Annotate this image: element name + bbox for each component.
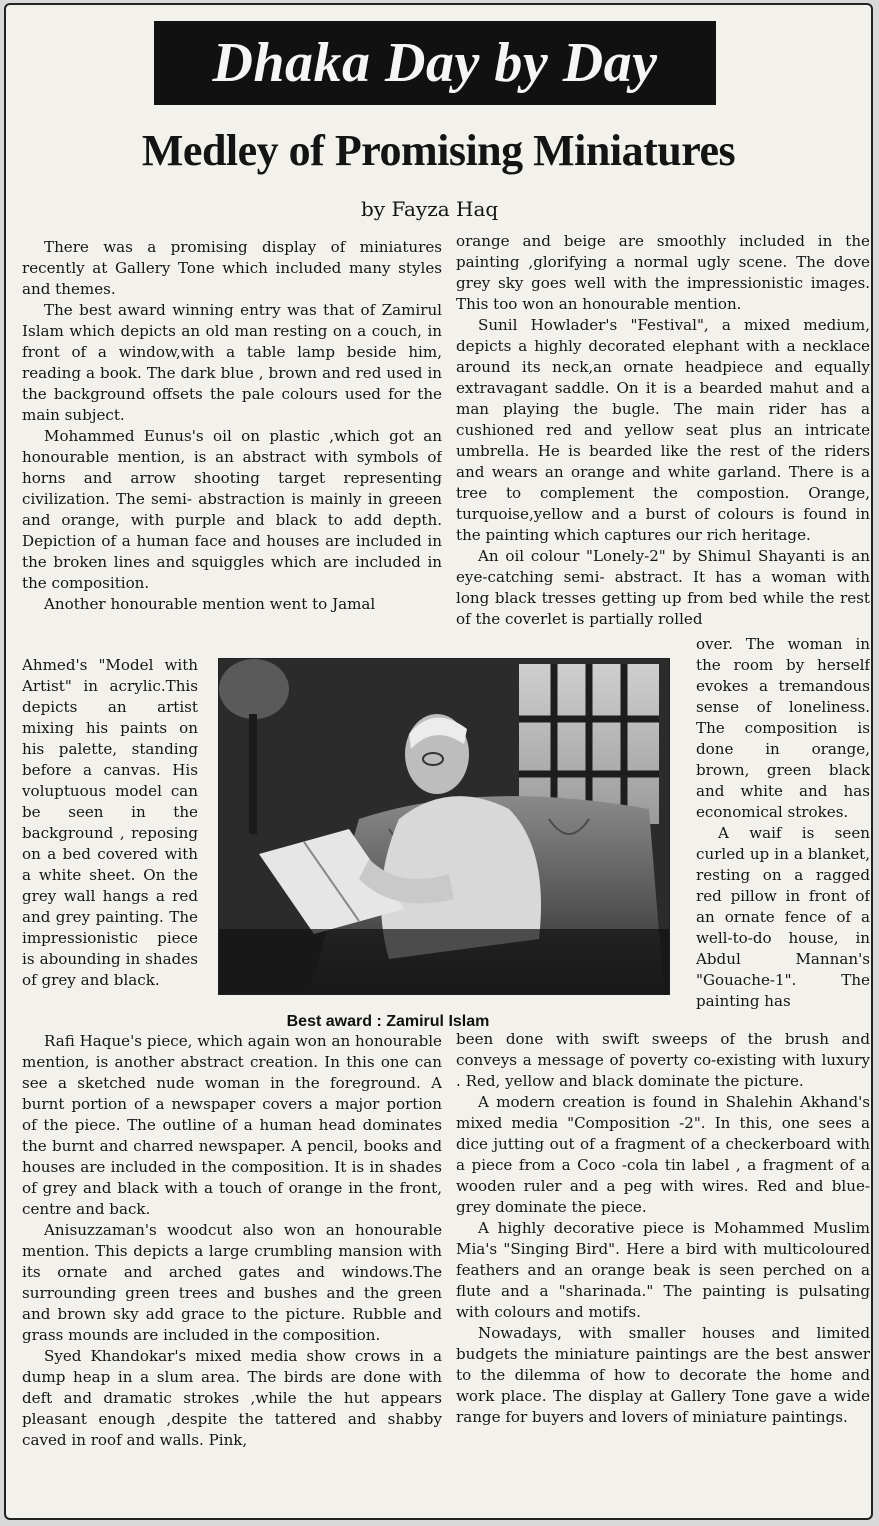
left-column-wrap bbox=[22, 655, 198, 1025]
article-byline: by Fayza Haq bbox=[361, 197, 499, 221]
paragraph: The best award winning entry was that of Zamirul Islam which depicts an old man resting on a couch, in front of a window,with a table lamp beside him, reading a book. The dark blue , brown and red used in the background offsets the pale colours used for the main subject. bbox=[22, 301, 442, 424]
paragraph: Syed Khandokar's mixed media show crows in a dump heap in a slum area. The birds are done with deft and dramatic strokes ,while the hut appears pleasant enough ,despite the tattered and shabby caved in roof and walls. Pink, bbox=[22, 1347, 442, 1449]
paragraph: A waif is seen curled up in a blanket, resting on a ragged red pillow in front of an ornate fence of a well-to-do house, in Abdul Mannan's "Gouache-1". The painting has bbox=[696, 824, 870, 1010]
left-column-bottom bbox=[22, 1031, 442, 1507]
paragraph: Mohammed Eunus's oil on plastic ,which got an honourable mention, is an abstract with symbols of horns and arrow shooting target representing civilization. The semi- abstraction is mainly in greeen and orange, with purple and black to add depth. Depiction of a human face and houses are included in the broken lines and squiggles which are included in the composition. bbox=[22, 427, 442, 592]
article-photo bbox=[218, 658, 670, 995]
paragraph: Another honourable mention went to Jamal bbox=[44, 595, 376, 613]
paragraph: Anisuzzaman's woodcut also won an honourable mention. This depicts a large crumbling mansion with its ornate and arched gates and windows.The surrounding green trees and bushes and the green and brown sky add grace to the picture. Rubble and grass mounds are included in the composition. bbox=[22, 1221, 442, 1344]
left-column-top bbox=[22, 237, 442, 649]
paragraph: been done with swift sweeps of the brush and conveys a message of poverty co-existing with luxury . Red, yellow and black dominate the picture. bbox=[456, 1030, 870, 1090]
right-column-top bbox=[456, 231, 870, 651]
article-headline: Medley of Promising Miniatures bbox=[141, 126, 736, 175]
paragraph: An oil colour "Lonely-2" by Shimul Shayanti is an eye-catching semi- abstract. It has a woman with long black tresses getting up from bed while the rest of the coverlet is partially rolled bbox=[456, 547, 870, 628]
paragraph: Sunil Howlader's "Festival", a mixed medium, depicts a highly decorated elephant with a necklace around its neck,an ornate headpiece and equally extravagant saddle. On it is a bearded mahut and a man playing the bugle. The main rider has a cushioned red and yellow seat plus an intricate umbrella. He is bearded like the rest of the riders and wears an orange and white garland. There is a tree to complement the compostion. Orange, turquoise,yellow and a burst of colours is found in the painting which captures our rich heritage. bbox=[456, 316, 870, 544]
paragraph: Rafi Haque's piece, which again won an honourable mention, is another abstract creation. In this one can see a sketched nude woman in the foreground. A burnt portion of a newspaper covers a major portion of the piece. The outline of a human head dominates the burnt and charred newspaper. A pencil, books and houses are included in the composition. It is in shades of grey and black with a touch of orange in the front, centre and back. bbox=[22, 1032, 442, 1218]
paragraph: There was a promising display of miniatures recently at Gallery Tone which included many styles and themes. bbox=[22, 238, 442, 298]
right-column-bottom bbox=[456, 1029, 870, 1509]
paragraph: orange and beige are smoothly included in the painting ,glorifying a normal ugly scene. The dove grey sky goes well with the impressionistic images. This too won an honourable mention. bbox=[456, 232, 870, 313]
photo-illustration bbox=[219, 659, 669, 994]
paragraph: Ahmed's "Model with Artist" in acrylic.This depicts an artist mixing his paints on his palette, standing before a canvas. His voluptuous model can be seen in the background , reposing on a bed covered with a white sheet. On the grey wall hangs a red and grey painting. The impressionistic piece is abounding in shades of grey and black. bbox=[22, 656, 198, 989]
paragraph: A highly decorative piece is Mohammed Muslim Mia's "Singing Bird". Here a bird with multicoloured feathers and an orange beak is seen perched on a flute and a "sharinada." The painting is pulsating with colours and motifs. bbox=[456, 1219, 870, 1321]
section-title: Dhaka Day by Day bbox=[212, 32, 658, 94]
paragraph: A modern creation is found in Shalehin Akhand's mixed media "Composition -2". In this, one sees a dice jutting out of a fragment of a checkerboard with a piece from a Coco -cola tin label , a fragment of a wooden ruler and a peg with wires. Red and blue-grey dominate the piece. bbox=[456, 1093, 870, 1216]
paragraph: Nowadays, with smaller houses and limited budgets the miniature paintings are the best answer to the dilemma of how to decorate the home and work place. The display at Gallery Tone gave a wide range for buyers and lovers of miniature paintings. bbox=[456, 1324, 870, 1426]
photo-caption: Best award : Zamirul Islam bbox=[286, 1013, 490, 1030]
right-column-wrap bbox=[696, 634, 870, 1026]
section-banner bbox=[154, 21, 716, 105]
newspaper-page bbox=[4, 3, 873, 1520]
paragraph: over. The woman in the room by herself evokes a tremandous sense of loneliness. The composition is done in orange, brown, green black and white and has economical strokes. bbox=[696, 635, 870, 821]
